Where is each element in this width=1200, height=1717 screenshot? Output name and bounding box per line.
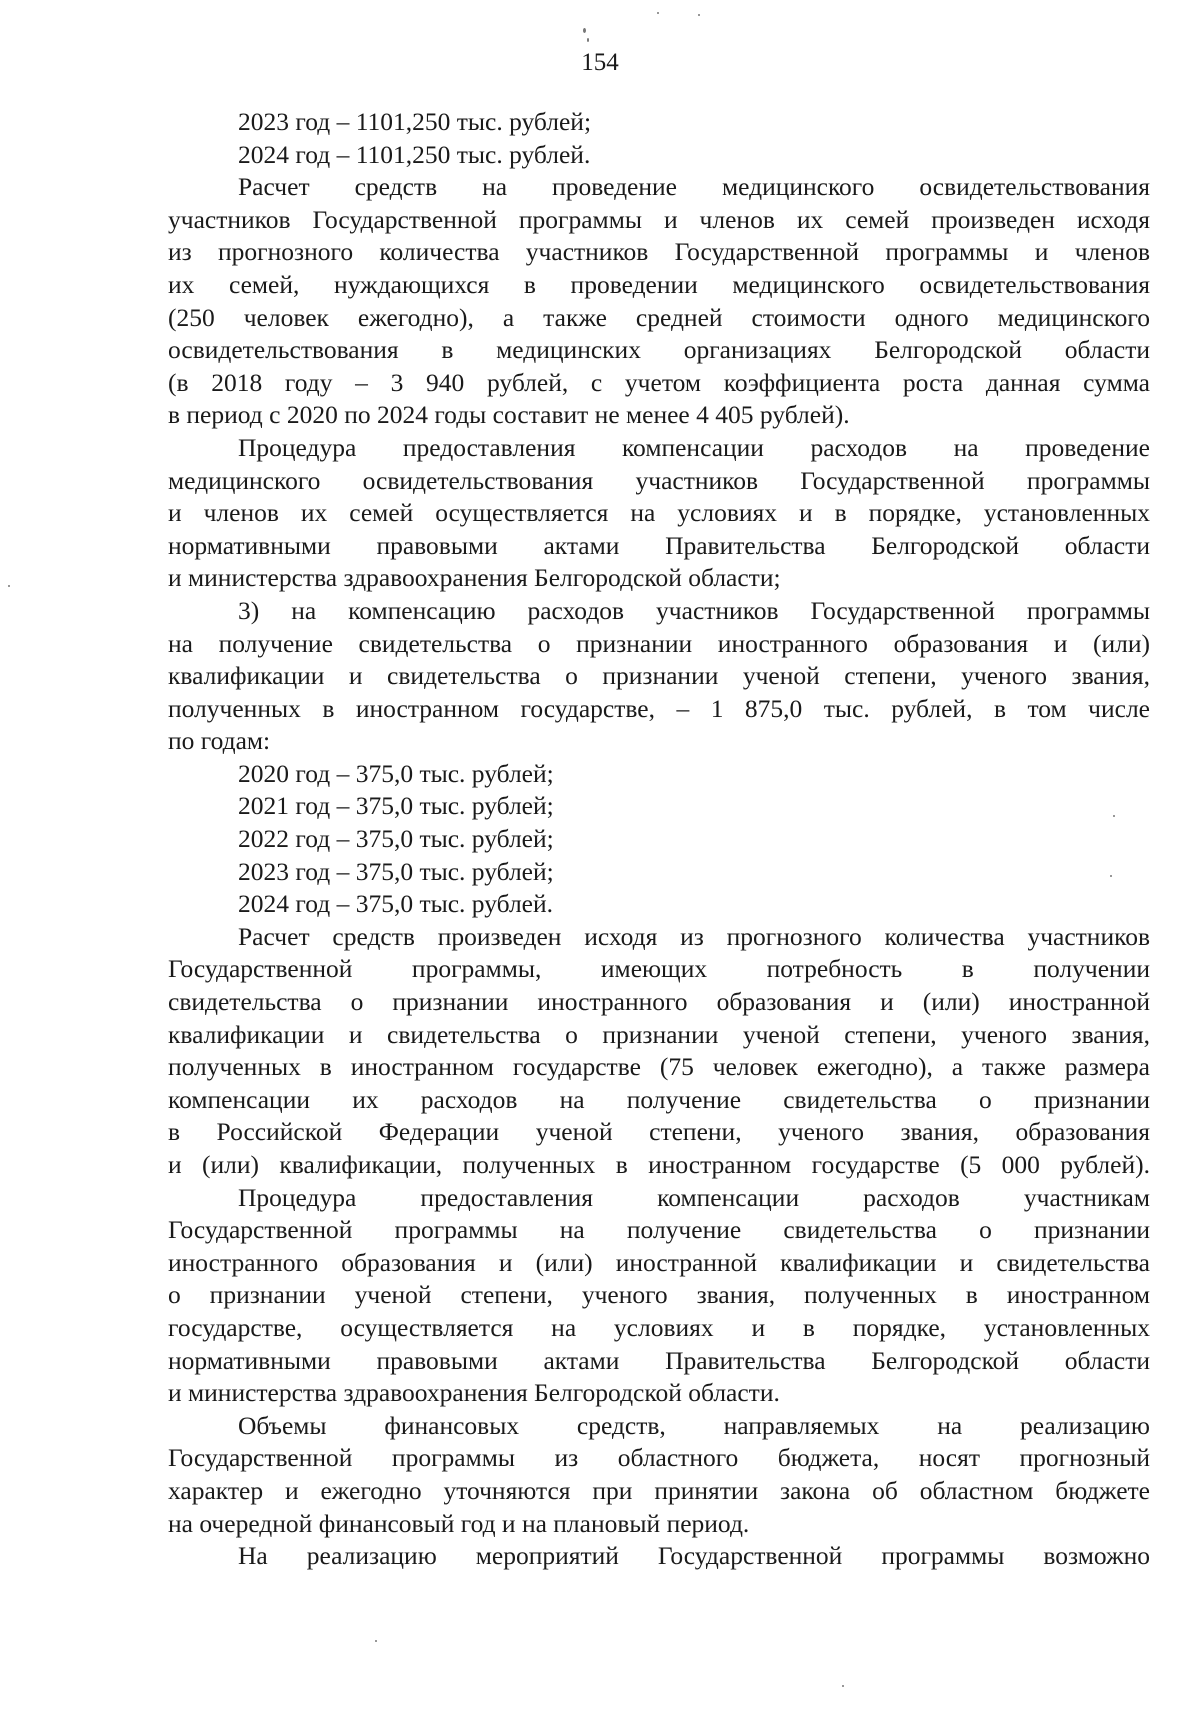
text-line: 3) на компенсацию расходов участников Государственной программы <box>238 595 1150 625</box>
text-line: 2024 год – 375,0 тыс. рублей. <box>238 889 554 919</box>
text-line: 2023 год – 1101,250 тыс. рублей; <box>238 107 592 136</box>
text-line: 2022 год – 375,0 тыс. рублей; <box>238 824 554 854</box>
text-line: свидетельства о признании иностранного образования и (или) иностранной <box>168 987 1150 1017</box>
text-line: 2020 год – 375,0 тыс. рублей; <box>238 758 554 788</box>
text-line: характер и ежегодно уточняются при принятии закона об областном бюджете <box>168 1475 1150 1505</box>
text-line: и министерства здравоохранения Белгородской области; <box>168 563 781 593</box>
scan-speck <box>375 1640 377 1642</box>
text-line: и министерства здравоохранения Белгородской области. <box>168 1378 780 1408</box>
text-line: нормативными правовыми актами Правительства Белгородской области <box>168 1345 1150 1375</box>
text-line: о признании ученой степени, ученого звания, полученных в иностранном <box>168 1280 1150 1310</box>
text-line: полученных в иностранном государстве, – 1 875,0 тыс. рублей, в том числе <box>168 693 1150 723</box>
scan-speck <box>842 1685 844 1687</box>
text-line: в Российской Федерации ученой степени, ученого звания, образования <box>168 1117 1150 1147</box>
text-line: государстве, осуществляется на условиях и в порядке, установленных <box>168 1312 1150 1342</box>
scan-speck <box>1113 815 1115 817</box>
scan-speck <box>583 28 586 33</box>
scan-speck <box>1110 875 1112 877</box>
text-line: их семей, нуждающихся в проведении медицинского освидетельствования <box>168 269 1150 299</box>
body-text <box>168 106 1150 1573</box>
text-line: в период с 2020 по 2024 годы составит не менее 4 405 рублей). <box>168 400 850 430</box>
text-line: из прогнозного количества участников Государственной программы и членов <box>168 237 1150 267</box>
text-line: освидетельствования в медицинских организациях Белгородской области <box>168 335 1150 365</box>
text-line: и членов их семей осуществляется на условиях и в порядке, установленных <box>168 498 1150 528</box>
page-number: 154 <box>581 49 619 76</box>
text-line: квалификации и свидетельства о признании ученой степени, ученого звания, <box>168 661 1150 691</box>
scan-speck <box>698 14 700 16</box>
text-line: Процедура предоставления компенсации расходов участникам <box>238 1182 1150 1212</box>
text-line: 2023 год – 375,0 тыс. рублей; <box>238 856 554 886</box>
text-line: на получение свидетельства о признании иностранного образования и (или) <box>168 628 1150 658</box>
text-line: На реализацию мероприятий Государственной программы возможно <box>238 1541 1150 1571</box>
text-line: (250 человек ежегодно), а также средней стоимости одного медицинского <box>168 302 1150 332</box>
text-line: Объемы финансовых средств, направляемых на реализацию <box>238 1410 1150 1440</box>
text-line: по годам: <box>168 726 271 756</box>
scan-speck <box>657 12 659 14</box>
text-line: и (или) квалификации, полученных в иностранном государстве (5 000 рублей). <box>168 1150 1150 1179</box>
text-line: нормативными правовыми актами Правительства Белгородской области <box>168 530 1150 560</box>
text-line: Государственной программы из областного бюджета, носят прогнозный <box>168 1443 1150 1473</box>
text-line: 2021 год – 375,0 тыс. рублей; <box>238 791 554 821</box>
text-line: на очередной финансовый год и на плановый период. <box>168 1508 750 1538</box>
text-line: полученных в иностранном государстве (75 человек ежегодно), а также размера <box>168 1052 1150 1082</box>
text-line: участников Государственной программы и членов их семей произведен исходя <box>168 204 1150 234</box>
scan-speck <box>587 38 589 42</box>
scan-speck <box>8 585 10 587</box>
text-line: Процедура предоставления компенсации расходов на проведение <box>238 432 1150 462</box>
text-line: компенсации их расходов на получение свидетельства о признании <box>168 1084 1150 1114</box>
text-line: квалификации и свидетельства о признании ученой степени, ученого звания, <box>168 1019 1150 1049</box>
text-line: 2024 год – 1101,250 тыс. рублей. <box>238 139 591 169</box>
text-line: иностранного образования и (или) иностранной квалификации и свидетельства <box>168 1247 1150 1277</box>
text-line: Расчет средств на проведение медицинского освидетельствования <box>238 172 1150 202</box>
text-line: Государственной программы на получение свидетельства о признании <box>168 1215 1150 1245</box>
text-line: Государственной программы, имеющих потребность в получении <box>168 954 1150 984</box>
text-line: медицинского освидетельствования участников Государственной программы <box>168 465 1150 495</box>
text-line: (в 2018 году – 3 940 рублей, с учетом коэффициента роста данная сумма <box>168 367 1150 397</box>
text-line: Расчет средств произведен исходя из прогнозного количества участников <box>238 921 1150 951</box>
